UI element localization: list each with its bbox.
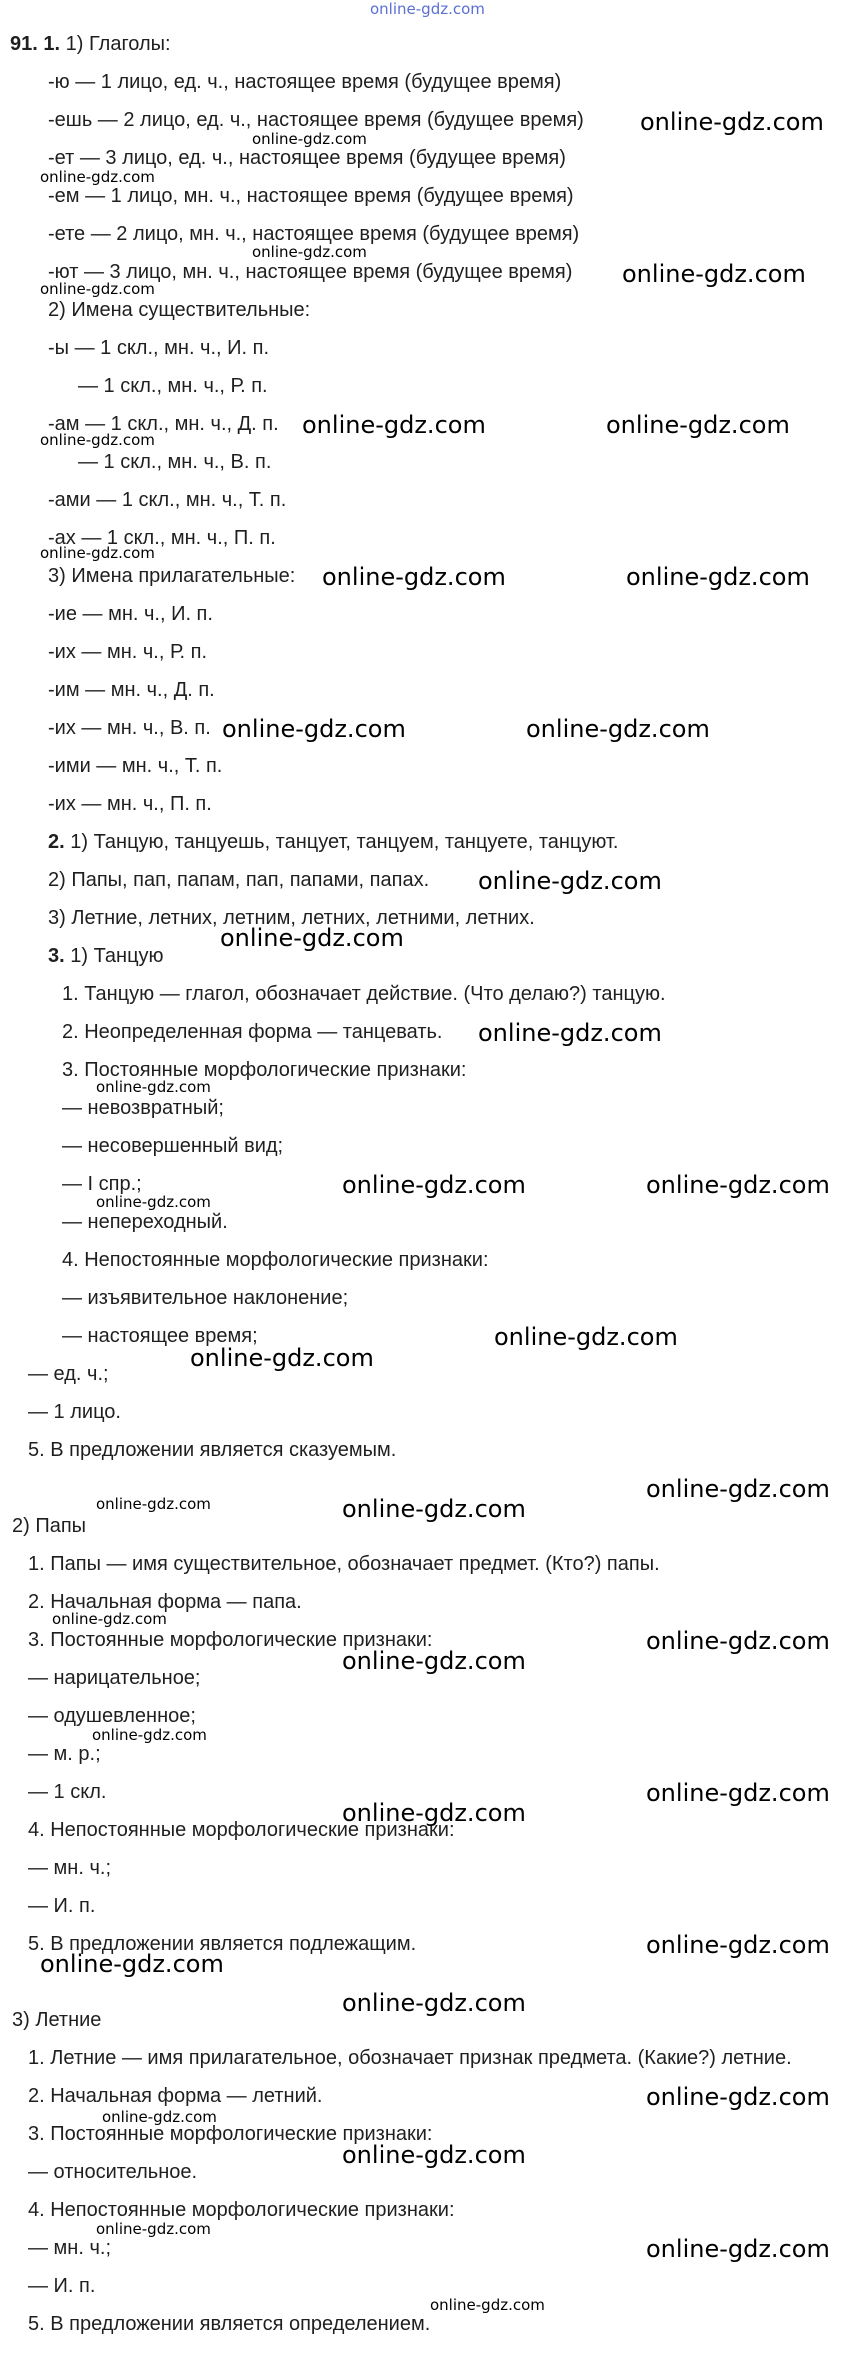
text-line: — мн. ч.; (28, 2237, 111, 2259)
watermark-small: online-gdz.com (40, 431, 155, 449)
text-line: — И. п. (28, 2275, 96, 2297)
text-line: 1. Летние — имя прилагательное, обозначает признак предмета. (Какие?) летние. (28, 2047, 792, 2069)
text-line: -их — мн. ч., Р. п. (48, 641, 208, 663)
text-line: 2. Начальная форма — летний. (28, 2085, 323, 2107)
watermark: online-gdz.com (478, 1019, 662, 1047)
text-line: 3. Постоянные морфологические признаки: (28, 1629, 433, 1651)
watermark: online-gdz.com (342, 1495, 526, 1523)
text-span: 1) Танцую (70, 945, 164, 967)
watermark: online-gdz.com (342, 1989, 526, 2017)
task-number: 2. (48, 831, 65, 853)
text-line: -ет — 3 лицо, ед. ч., настоящее время (будущее время) (48, 147, 566, 169)
text-line: 5. В предложении является сказуемым. (28, 1439, 397, 1461)
watermark: online-gdz.com (606, 411, 790, 439)
watermark-small: online-gdz.com (252, 243, 367, 261)
watermark-small: online-gdz.com (40, 544, 155, 562)
text-line: 1. Танцую — глагол, обозначает действие. (Что делаю?) танцую. (62, 983, 666, 1005)
text-line: — несовершенный вид; (62, 1135, 284, 1157)
section-heading: 2) Папы (12, 1515, 87, 1537)
text-line: — мн. ч.; (28, 1857, 111, 1879)
text-line: — 1 скл., мн. ч., Р. п. (78, 375, 268, 397)
watermark: online-gdz.com (342, 1171, 526, 1199)
text-line: -ы — 1 скл., мн. ч., И. п. (48, 337, 270, 359)
text-line: — настоящее время; (62, 1325, 258, 1347)
text-line: 5. В предложении является определением. (28, 2313, 431, 2335)
task-3-line (48, 944, 164, 968)
watermark: online-gdz.com (342, 2141, 526, 2169)
text-line: — невозвратный; (62, 1097, 224, 1119)
watermark: online-gdz.com (626, 563, 810, 591)
text-line: -их — мн. ч., П. п. (48, 793, 212, 815)
watermark-small: online-gdz.com (52, 1610, 167, 1628)
watermark: online-gdz.com (646, 1171, 830, 1199)
text-line: -ах — 1 скл., мн. ч., П. п. (48, 527, 276, 549)
watermark: online-gdz.com (526, 715, 710, 743)
task-number: 91. 1. (10, 33, 61, 55)
watermark: online-gdz.com (646, 2083, 830, 2111)
watermark: online-gdz.com (646, 1475, 830, 1503)
watermark: online-gdz.com (646, 1627, 830, 1655)
text-line: -им — мн. ч., Д. п. (48, 679, 215, 701)
watermark: online-gdz.com (190, 1344, 374, 1372)
text-line: -ими — мн. ч., Т. п. (48, 755, 223, 777)
task-number: 3. (48, 945, 65, 967)
text-line: -ю — 1 лицо, ед. ч., настоящее время (будущее время) (48, 71, 562, 93)
text-line: 2. Неопределенная форма — танцевать. (62, 1021, 443, 1043)
text-line: — изъявительное наклонение; (62, 1287, 349, 1309)
text-line: 2) Папы, пап, папам, пап, папами, папах. (48, 869, 430, 891)
watermark: online-gdz.com (342, 1799, 526, 1827)
text-line: — 1 скл., мн. ч., В. п. (78, 451, 272, 473)
text-line: 4. Непостоянные морфологические признаки: (28, 2199, 455, 2221)
text-line: 4. Непостоянные морфологические признаки: (62, 1249, 489, 1271)
text-line: 1. Папы — имя существительное, обозначает предмет. (Кто?) папы. (28, 1553, 660, 1575)
watermark: online-gdz.com (40, 1950, 224, 1978)
text-line: — 1 скл. (28, 1781, 107, 1803)
header-watermark: online-gdz.com (370, 0, 485, 18)
text-line: 2. Начальная форма — папа. (28, 1591, 302, 1613)
watermark-small: online-gdz.com (96, 1495, 211, 1513)
section-heading: 2) Имена существительные: (48, 299, 311, 321)
text-line: — относительное. (28, 2161, 198, 2183)
watermark-small: online-gdz.com (92, 1726, 207, 1744)
watermark-small: online-gdz.com (40, 168, 155, 186)
text-line: — И. п. (28, 1895, 96, 1917)
text-line: 5. В предложении является подлежащим. (28, 1933, 417, 1955)
watermark-small: online-gdz.com (102, 2108, 217, 2126)
task-91-line (10, 32, 171, 56)
text-line: -их — мн. ч., В. п. (48, 717, 211, 739)
watermark-small: online-gdz.com (96, 1078, 211, 1096)
watermark-small: online-gdz.com (430, 2296, 545, 2314)
text-line: — одушевленное; (28, 1705, 196, 1727)
text-line: 3. Постоянные морфологические признаки: (62, 1059, 467, 1081)
text-line: -ем — 1 лицо, мн. ч., настоящее время (будущее время) (48, 185, 574, 207)
text-line: -ешь — 2 лицо, ед. ч., настоящее время (будущее время) (48, 109, 584, 131)
task-2-line (48, 830, 618, 854)
text-line: -ют — 3 лицо, мн. ч., настоящее время (будущее время) (48, 261, 573, 283)
watermark: online-gdz.com (478, 867, 662, 895)
section-heading: 1) Глаголы: (65, 33, 171, 55)
text-line: — I спр.; (62, 1173, 142, 1195)
text-line: -ами — 1 скл., мн. ч., Т. п. (48, 489, 287, 511)
watermark: online-gdz.com (220, 924, 404, 952)
watermark: online-gdz.com (622, 260, 806, 288)
watermark: online-gdz.com (342, 1647, 526, 1675)
section-heading: 3) Летние (12, 2009, 102, 2031)
text-line: — 1 лицо. (28, 1401, 121, 1423)
watermark-small: online-gdz.com (96, 1193, 211, 1211)
watermark-small: online-gdz.com (40, 280, 155, 298)
watermark: online-gdz.com (646, 1779, 830, 1807)
text-line: — нарицательное; (28, 1667, 201, 1689)
text-line: — м. р.; (28, 1743, 101, 1765)
watermark: online-gdz.com (646, 1931, 830, 1959)
text-line: — непереходный. (62, 1211, 228, 1233)
text-line: -ам — 1 скл., мн. ч., Д. п. (48, 413, 279, 435)
text-span: 1) Танцую, танцуешь, танцует, танцуем, танцуете, танцуют. (70, 831, 619, 853)
text-line: 3) Летние, летних, летним, летних, летними, летних. (48, 907, 535, 929)
watermark: online-gdz.com (646, 2235, 830, 2263)
watermark-small: online-gdz.com (252, 130, 367, 148)
text-line: — ед. ч.; (28, 1363, 109, 1385)
text-line: -ете — 2 лицо, мн. ч., настоящее время (будущее время) (48, 223, 580, 245)
text-line: 4. Непостоянные морфологические признаки: (28, 1819, 455, 1841)
watermark-small: online-gdz.com (96, 2220, 211, 2238)
watermark: online-gdz.com (302, 411, 486, 439)
watermark: online-gdz.com (222, 715, 406, 743)
text-line: -ие — мн. ч., И. п. (48, 603, 213, 625)
text-line: 3. Постоянные морфологические признаки: (28, 2123, 433, 2145)
section-heading: 3) Имена прилагательные: (48, 565, 296, 587)
watermark: online-gdz.com (640, 108, 824, 136)
watermark: online-gdz.com (322, 563, 506, 591)
watermark: online-gdz.com (494, 1323, 678, 1351)
